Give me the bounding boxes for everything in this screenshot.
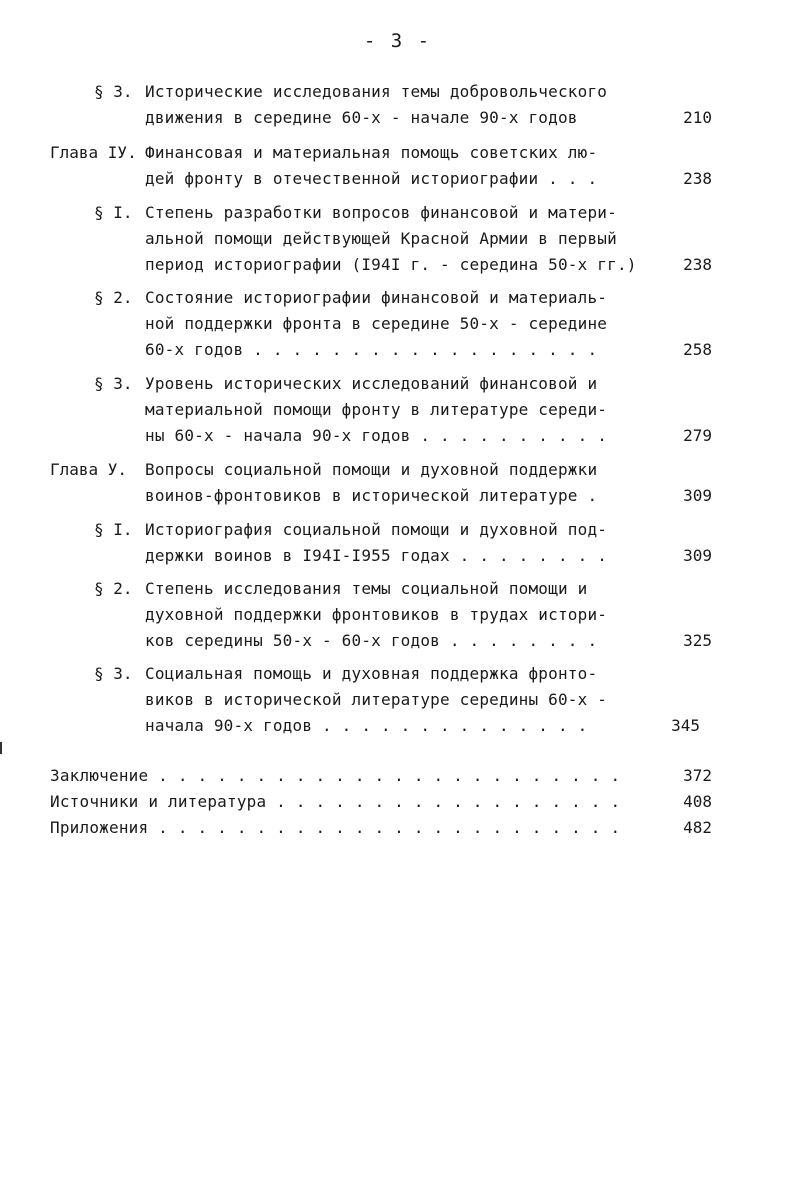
- toc-entry-line: воинов-фронтовиков в исторической литературе .: [145, 486, 598, 505]
- toc-entry-line: Степень разработки вопросов финансовой и матери-: [145, 203, 617, 222]
- toc-entry-sources: [50, 789, 620, 815]
- toc-entry-line: альной помощи действующей Красной Армии в первый: [145, 229, 617, 248]
- toc-entry-line: духовной поддержки фронтовиков в трудах истори-: [145, 605, 608, 624]
- toc-entry-prefix: § 3.: [94, 82, 133, 101]
- toc-entry-page: 372: [683, 766, 712, 785]
- toc-chapter-prefix: Глава IУ.: [50, 143, 137, 162]
- toc-entry-line: ков середины 50-х - 60-х годов . . . . . . . .: [145, 631, 598, 650]
- toc-entry-page: 258: [683, 340, 712, 359]
- toc-entry-prefix: § 2.: [94, 288, 133, 307]
- toc-entry-line: начала 90-х годов . . . . . . . . . . . . . .: [145, 716, 588, 735]
- toc-entry-conclusion: [50, 763, 620, 789]
- toc-entry-line: движения в середине 60-х - начале 90-х годов: [145, 108, 578, 127]
- toc-entry-page: 238: [683, 255, 712, 274]
- toc-entry: [145, 517, 607, 569]
- toc-entry: [145, 576, 607, 654]
- toc-entry-page: 210: [683, 108, 712, 127]
- toc-entry-line: ны 60-х - начала 90-х годов . . . . . . . . . .: [145, 426, 608, 445]
- toc-entry-page: 238: [683, 169, 712, 188]
- toc-chapter-prefix: Глава У.: [50, 460, 128, 479]
- toc-entry-prefix: § I.: [94, 520, 133, 539]
- toc-entry-page: 279: [683, 426, 712, 445]
- toc-entry-line: Степень исследования темы социальной помощи и: [145, 579, 588, 598]
- toc-entry: [145, 285, 607, 363]
- toc-entry-line: Заключение . . . . . . . . . . . . . . . . . . . . . . . .: [50, 766, 621, 785]
- toc-entry-line: Источники и литература . . . . . . . . . . . . . . . . . .: [50, 792, 621, 811]
- toc-entry-page: 345: [671, 716, 700, 735]
- toc-entry: [145, 200, 637, 278]
- page-number: - 3 -: [363, 30, 432, 52]
- toc-entry: [145, 79, 607, 131]
- toc-entry-page: 309: [683, 546, 712, 565]
- toc-entry-line: держки воинов в I94I-I955 годах . . . . . . . .: [145, 546, 608, 565]
- toc-entry-line: дей фронту в отечественной историографии . . .: [145, 169, 598, 188]
- toc-entry-line: Приложения . . . . . . . . . . . . . . . . . . . . . . . .: [50, 818, 621, 837]
- toc-entry-prefix: § 2.: [94, 579, 133, 598]
- toc-chapter: [145, 140, 597, 192]
- toc-entry-line: Финансовая и материальная помощь советских лю-: [145, 143, 598, 162]
- toc-entry-page: 482: [683, 818, 712, 837]
- toc-entry-line: 60-х годов . . . . . . . . . . . . . . . . . .: [145, 340, 598, 359]
- toc-entry-line: Уровень исторических исследований финансовой и: [145, 374, 598, 393]
- toc-entry-line: период историографии (I94I г. - середина 50-х гг.): [145, 255, 637, 274]
- toc-entry-appendices: [50, 815, 620, 841]
- toc-entry-prefix: § 3.: [94, 374, 133, 393]
- toc-entry-page: 309: [683, 486, 712, 505]
- toc-entry-page: 325: [683, 631, 712, 650]
- toc-entry-line: материальной помощи фронту в литературе середи-: [145, 400, 608, 419]
- toc-entry-line: Социальная помощь и духовная поддержка фронто-: [145, 664, 598, 683]
- toc-entry-line: ной поддержки фронта в середине 50-х - середине: [145, 314, 608, 333]
- toc-entry-page: 408: [683, 792, 712, 811]
- toc-entry: [145, 661, 607, 739]
- toc-entry-line: Историография социальной помощи и духовной под-: [145, 520, 608, 539]
- toc-chapter: [145, 457, 597, 509]
- toc-entry: [145, 371, 607, 449]
- toc-entry-prefix: § I.: [94, 203, 133, 222]
- toc-entry-line: Вопросы социальной помощи и духовной поддержки: [145, 460, 598, 479]
- toc-entry-line: виков в исторической литературе середины 60-х -: [145, 690, 608, 709]
- margin-mark: [0, 742, 2, 754]
- toc-entry-prefix: § 3.: [94, 664, 133, 683]
- toc-entry-line: Исторические исследования темы добровольческого: [145, 82, 608, 101]
- toc-entry-line: Состояние историографии финансовой и материаль-: [145, 288, 608, 307]
